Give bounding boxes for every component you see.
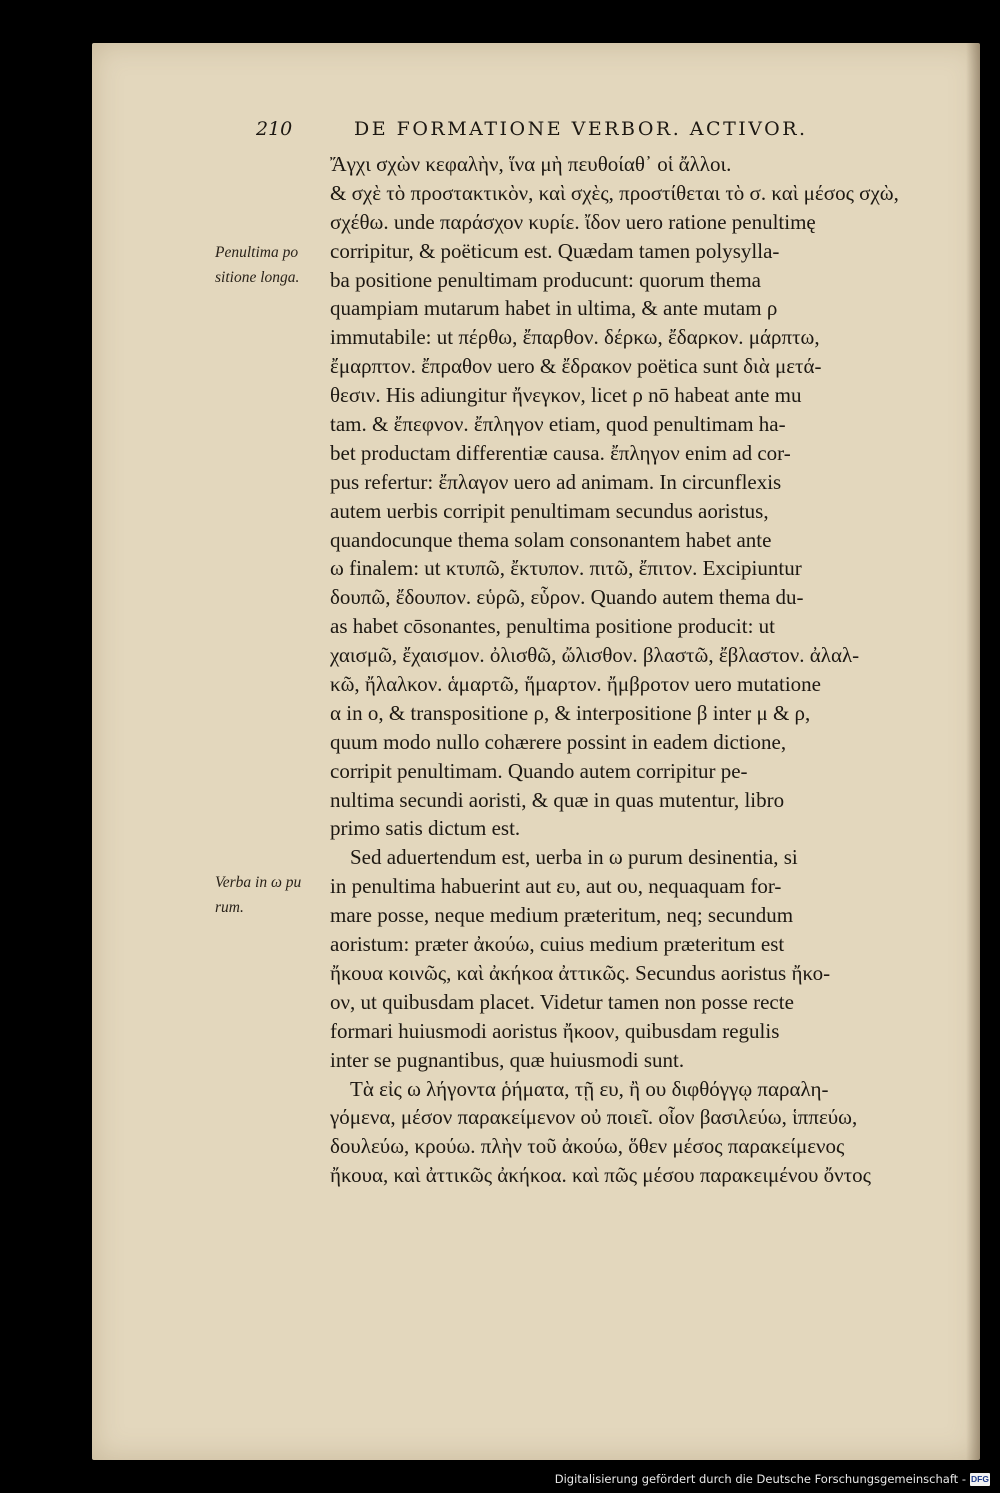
- text-line: in penultima habuerint aut ευ, aut ου, nequaquam for-: [330, 874, 782, 899]
- text-line: mare posse, neque medium præteritum, neq; secundum: [330, 903, 794, 928]
- text-line: corripitur, & poëticum est. Quædam tamen polysylla-: [330, 238, 780, 263]
- text-line: ἤκουα κοινῶς, καὶ ἀκήκοα ἀττικῶς. Secundus aoristus ἤκο-: [330, 960, 831, 985]
- text-line: χαισμῶ, ἔχαισμον. ὀλισθῶ, ὤλισθον. βλαστῶ, ἔβλαστον. ἀλαλ-: [330, 643, 860, 668]
- text-line: γόμενα, μέσον παρακείμενον οὐ ποιεῖ. οἷον βασιλεύω, ἱππεύω,: [330, 1105, 858, 1130]
- text-line: ω finalem: ut κτυπῶ, ἔκτυπον. πιτῶ, ἔπιτον. Excipiuntur: [330, 556, 802, 581]
- text-line: θεσιν. His adiungitur ἤνεγκον, licet ρ nō habeat ante mu: [330, 383, 802, 408]
- dfg-logo-icon: DFG: [971, 1473, 989, 1484]
- text-line: Τὰ εἰς ω λήγοντα ῥήματα, τῇ ευ, ἢ ου διφθόγγῳ παραλη-: [350, 1076, 829, 1101]
- text-line: α in ο, & transpositione ρ, & interpositione β inter μ & ρ,: [330, 700, 811, 725]
- page-number: 210: [256, 118, 293, 140]
- margin-note-line: Penultima po: [215, 244, 299, 261]
- text-line: as habet cōsonantes, penultima positione producit: ut: [330, 614, 775, 639]
- text-line: δουλεύω, κρούω. πλὴν τοῦ ἀκούω, ὅθεν μέσος παρακείμενος: [330, 1134, 845, 1159]
- text-line: primo satis dictum est.: [330, 816, 521, 841]
- margin-note-line: rum.: [215, 899, 244, 916]
- text-line: Sed aduertendum est, uerba in ω purum desinentia, si: [350, 845, 798, 870]
- text-line: autem uerbis corripit penultimam secundus aoristus,: [330, 498, 769, 523]
- text-line: ἔμαρπτον. ἔπραθον uero & ἔδρακον poëtica sunt διὰ μετά-: [330, 354, 822, 379]
- text-line: pus refertur: ἔπλαγον uero ad animam. In circunflexis: [330, 469, 782, 494]
- text-line: aoristum: præter ἀκούω, cuius medium præteritum est: [330, 932, 785, 957]
- text-line: δουπῶ, ἔδουπον. εὑρῶ, εὗρον. Quando autem thema du-: [330, 585, 804, 610]
- text-line: & σχὲ τὸ προστακτικὸν, καὶ σχὲς, προστίθεται τὸ σ. καὶ μέσος σχὼ,: [330, 180, 899, 205]
- text-line: ba positione penultimam producunt: quorum thema: [330, 267, 762, 292]
- text-line: quandocunque thema solam consonantem habet ante: [330, 527, 772, 552]
- text-line: ον, ut quibusdam placet. Videtur tamen non posse recte: [330, 989, 794, 1014]
- body-text: [330, 150, 910, 1190]
- margin-note-penultima: [215, 240, 323, 290]
- running-title: DE FORMATIONE VERBOR. ACTIVOR.: [354, 118, 808, 140]
- margin-note-line: sitione longa.: [215, 269, 300, 286]
- text-line: immutabile: ut πέρθω, ἔπαρθον. δέρκω, ἔδαρκον. μάρπτω,: [330, 325, 820, 350]
- digitization-footer: [555, 1471, 990, 1487]
- text-line: nultima secundi aoristi, & quæ in quas mutentur, libro: [330, 787, 785, 812]
- margin-note-verba: [215, 870, 323, 920]
- text-line: quum modo nullo cohærere possint in eadem dictione,: [330, 729, 787, 754]
- text-line: formari huiusmodi aoristus ἤκοον, quibusdam regulis: [330, 1018, 780, 1043]
- footer-credit: Digitalisierung gefördert durch die Deutsche Forschungsgemeinschaft -: [554, 1472, 966, 1486]
- text-line: inter se pugnantibus, quæ huiusmodi sunt.: [330, 1047, 685, 1072]
- text-line: corripit penultimam. Quando autem corripitur pe-: [330, 758, 748, 783]
- text-line: tam. & ἔπεφνον. ἔπληγον etiam, quod penultimam ha-: [330, 412, 786, 437]
- margin-note-line: Verba in ω pu: [215, 874, 302, 891]
- text-line: κῶ, ἤλαλκον. ἁμαρτῶ, ἥμαρτον. ἤμβροτον uero mutatione: [330, 672, 821, 697]
- running-header: [256, 118, 936, 148]
- text-line: Ἄγχι σχὼν κεφαλὴν, ἵνα μὴ πευθοίαθ᾽ οἱ ἄλλοι.: [330, 152, 732, 176]
- text-line: bet productam differentiæ causa. ἔπληγον enim ad cor-: [330, 440, 791, 465]
- text-line: ἤκουα, καὶ ἀττικῶς ἀκήκοα. καὶ πῶς μέσου παρακειμένου ὄντος: [330, 1163, 871, 1188]
- text-line: quampiam mutarum habet in ultima, & ante mutam ρ: [330, 296, 778, 321]
- text-line: σχέθω. unde παράσχον κυρίε. ἴδον uero ratione penultimę: [330, 209, 816, 234]
